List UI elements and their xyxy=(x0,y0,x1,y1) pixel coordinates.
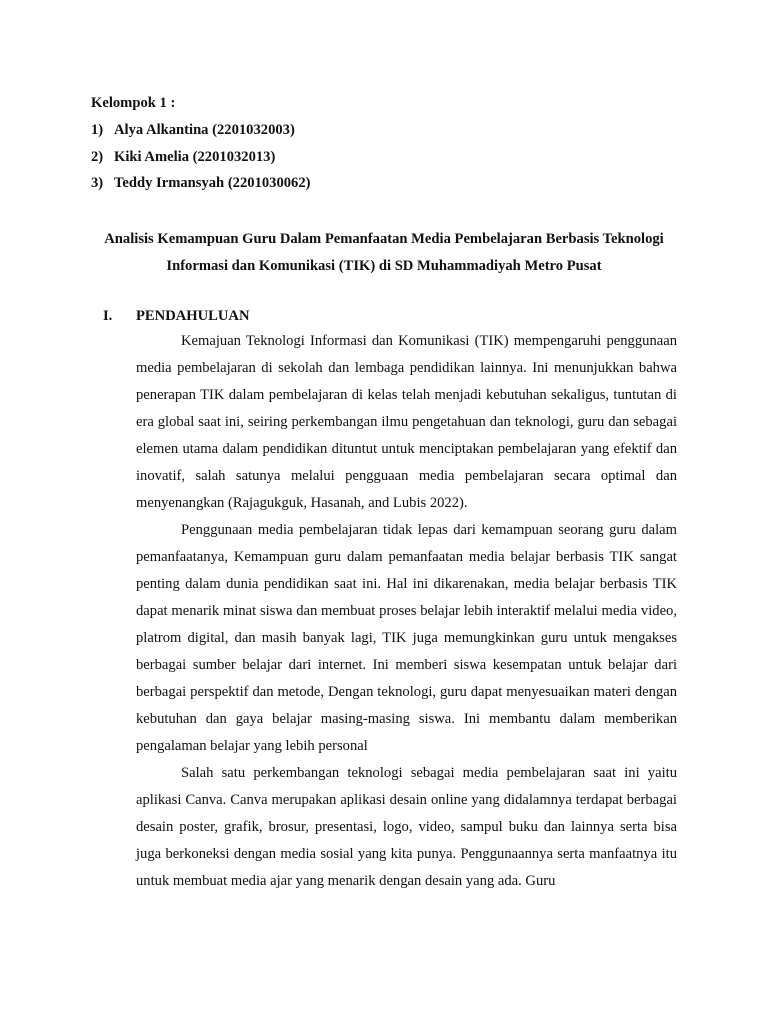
section-body xyxy=(136,328,677,895)
title-line-2: Informasi dan Komunikasi (TIK) di SD Muhammadiyah Metro Pusat xyxy=(166,258,602,274)
section-number: I. xyxy=(103,308,113,324)
document-title xyxy=(80,226,688,280)
member-name: Alya Alkantina (2201032003) xyxy=(114,122,295,138)
member-name: Teddy Irmansyah (2201030062) xyxy=(114,175,311,191)
paragraph: Kemajuan Teknologi Informasi dan Komunikasi (TIK) mempengaruhi penggunaan media pembelajaran di sekolah dan lembaga pendidikan lainnya. Ini menunjukkan bahwa penerapan TIK dalam pembelajaran di kelas telah menjadi kebutuhan sekaligus, tuntutan di era global saat ini, seiring perkembangan ilmu pengetahuan dan teknologi, guru dan sebagai elemen utama dalam pendidikan dituntut untuk menciptakan pembelajaran yang efektif dan inovatif, salah satunya melalui pengguaan media pembelajaran secara optimal dan menyenangkan (Rajagukguk, Hasanah, and Lubis 2022). xyxy=(136,333,677,511)
member-number: 1) xyxy=(91,122,104,138)
member-name: Kiki Amelia (2201032013) xyxy=(114,149,276,165)
paragraph: Salah satu perkembangan teknologi sebagai media pembelajaran saat ini yaitu aplikasi Canva. Canva merupakan aplikasi desain online yang didalamnya terdapat berbagai desain poster, grafik, brosur, presentasi, logo, video, sampul buku dan lainnya serta bisa juga berkoneksi dengan media sosial yang kita punya. Penggunaannya serta manfaatnya itu untuk membuat media ajar yang menarik dengan desain yang ada. Guru xyxy=(136,765,677,889)
member-item xyxy=(91,148,275,166)
section-heading: PENDAHULUAN xyxy=(136,308,250,324)
member-item xyxy=(91,174,311,192)
title-line-1: Analisis Kemampuan Guru Dalam Pemanfaatan Media Pembelajaran Berbasis Teknologi xyxy=(104,231,664,247)
member-number: 2) xyxy=(91,149,104,165)
member-number: 3) xyxy=(91,175,104,191)
member-item xyxy=(91,121,295,139)
group-label: Kelompok 1 : xyxy=(91,95,176,111)
paragraph: Penggunaan media pembelajaran tidak lepas dari kemampuan seorang guru dalam pemanfaatanya, Kemampuan guru dalam pemanfaatan media belajar berbasis TIK sangat penting dalam dunia pendidikan saat ini. Hal ini dikarenakan, media belajar berbasis TIK dapat menarik minat siswa dan membuat proses belajar lebih interaktif melalui media video, platrom digital, dan masih banyak lagi, TIK juga memungkinkan guru untuk mengakses berbagai sumber belajar dari internet. Ini memberi siswa kesempatan untuk belajar dari berbagai perspektif dan metode, Dengan teknologi, guru dapat menyesuaikan materi dengan kebutuhan dan gaya belajar masing-masing siswa. Ini membantu dalam memberikan pengalaman belajar yang lebih personal xyxy=(136,522,677,754)
